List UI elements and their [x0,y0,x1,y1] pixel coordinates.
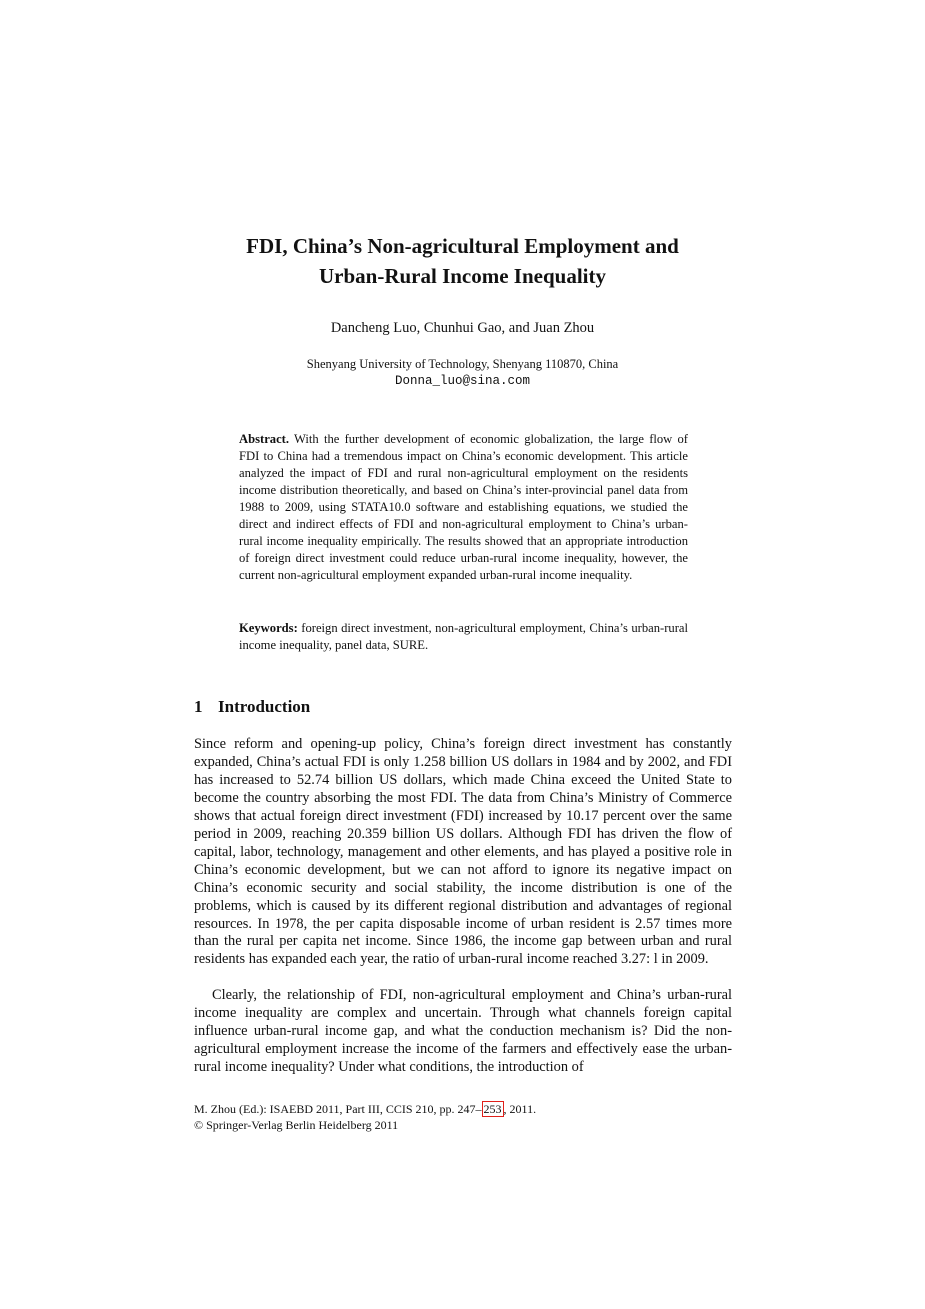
keywords-label: Keywords: [239,621,298,635]
body-paragraph-1: Since reform and opening-up policy, China’s foreign direct investment has constantly expanded, China’s actual FDI is only 1.258 billion US dollars in 1984 and by 2002, and FDI has increased to 52.74 billion US dollars, which made China exceed the United State to become the country absorbing the most FDI. The data from China’s Ministry of Commerce shows that actual foreign direct investment (FDI) increased by 10.17 percent over the same period in 2009, reaching 20.359 billion US dollars. Although FDI has driven the flow of capital, labor, technology, management and other elements, and has played a positive role in China’s economic development, but we can not afford to ignore its negative impact on China’s economic security and social stability, the income distribution is one of the problems, which is caused by its different regional distribution and advantages of regional resources. In 1978, the per capita disposable income of urban resident is 2.57 times more than the rural per capita net income. Since 1986, the income gap between urban and rural residents has expanded each year, the ratio of urban-rural income reached 3.27: l in 2009. [194,736,732,968]
keywords-text: foreign direct investment, non-agricultural employment, China’s urban-rural income inequality, panel data, SURE. [239,621,688,652]
end-page-link[interactable]: 253 [483,1102,502,1116]
affiliation: Shenyang University of Technology, Shenyang 110870, China [306,357,619,371]
copyright-line: © Springer-Verlag Berlin Heidelberg 2011 [194,1118,399,1132]
citation-text-after: , 2011. [503,1102,537,1116]
body-paragraph-2: Clearly, the relationship of FDI, non-agricultural employment and China’s urban-rural income inequality are complex and uncertain. Through what channels foreign capital influence urban-rural income gap, and what the conduction mechanism is? Did the non-agricultural employment increase the income of the farmers and effectively ease the urban-rural income inequality? Under what conditions, the introduction of [194,987,732,1075]
abstract-text: With the further development of economic globalization, the large flow of FDI to China had a tremendous impact on China’s economic development. This article analyzed the impact of FDI and rural non-agricultural employment on the residents income distribution theoretically, and based on China’s inter-provincial panel data from 1988 to 2009, using STATA10.0 software and establishing equations, we studied the direct and indirect effects of FDI and non-agricultural employment to China’s urban-rural income inequality empirically. The results showed that an appropriate introduction of foreign direct investment could reduce urban-rural income inequality, however, the current non-agricultural employment expanded urban-rural income inequality. [239,432,688,582]
citation-line [194,1101,536,1117]
abstract-label: Abstract. [239,432,290,446]
abstract [239,431,688,584]
author-list: Dancheng Luo, Chunhui Gao, and Juan Zhou [330,320,595,336]
section-number: 1 [194,697,203,716]
title-line-2: Urban-Rural Income Inequality [318,264,607,288]
section-title: Introduction [218,697,311,716]
citation-text-before: M. Zhou (Ed.): ISAEBD 2011, Part III, CCIS 210, pp. 247– [194,1102,482,1116]
author-email[interactable]: Donna_luo@sina.com [394,374,531,388]
page-footer [194,1101,536,1133]
title-line-1: FDI, China’s Non-agricultural Employment and [246,234,679,258]
section-heading [194,696,310,718]
keywords [239,620,688,654]
paper-title [150,231,775,291]
